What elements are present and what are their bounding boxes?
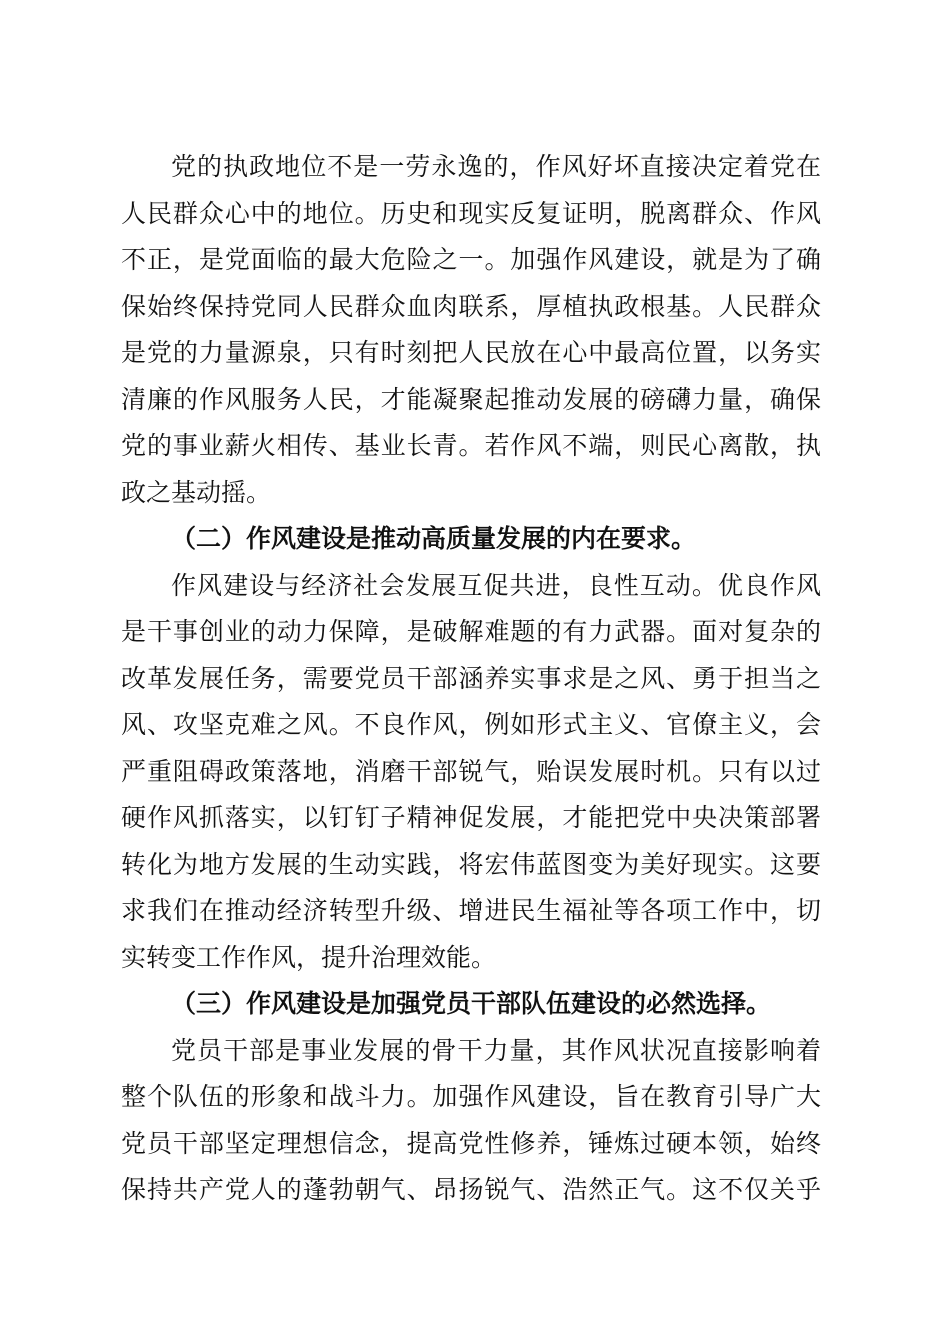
paragraph-line: 不正，是党面临的最大危险之一。加强作风建设，就是为了确	[121, 245, 821, 274]
paragraph-line: 是党的力量源泉，只有时刻把人民放在心中最高位置，以务实	[121, 338, 821, 367]
paragraph-line: 党的执政地位不是一劳永逸的，作风好坏直接决定着党在	[171, 152, 821, 181]
paragraph-line: 整个队伍的形象和战斗力。加强作风建设，旨在教育引导广大	[121, 1082, 821, 1111]
paragraph-line: 保始终保持党同人民群众血肉联系，厚植执政根基。人民群众	[121, 291, 821, 321]
section-heading	[121, 981, 821, 1028]
paragraph-line: 转化为地方发展的生动实践，将宏伟蓝图变为美好现实。这要	[121, 849, 821, 879]
paragraph-line: 风、攻坚克难之风。不良作风，例如形式主义、官僚主义，会	[121, 710, 821, 739]
body-paragraph	[121, 144, 821, 516]
paragraph-line: 作风建设与经济社会发展互促共进，良性互动。优良作风	[171, 570, 821, 600]
paragraph-line: 政之基动摇。	[121, 477, 272, 507]
body-paragraph	[121, 1028, 821, 1214]
heading-text: （二）作风建设是推动高质量发展的内在要求。	[171, 524, 697, 553]
document-body	[121, 144, 821, 1214]
paragraph-line: 保持共产党人的蓬勃朝气、昂扬锐气、浩然正气。这不仅关乎	[121, 1175, 821, 1204]
paragraph-line: 硬作风抓落实，以钉钉子精神促发展，才能把党中央决策部署	[121, 803, 821, 832]
paragraph-line: 改革发展任务，需要党员干部涵养实事求是之风、勇于担当之	[121, 663, 821, 693]
paragraph-line: 是干事创业的动力保障，是破解难题的有力武器。面对复杂的	[121, 617, 821, 646]
paragraph-line: 党员干部坚定理想信念，提高党性修养，锤炼过硬本领，始终	[121, 1128, 821, 1158]
section-heading	[121, 516, 821, 563]
paragraph-line: 人民群众心中的地位。历史和现实反复证明，脱离群众、作风	[121, 198, 821, 228]
paragraph-line: 求我们在推动经济转型升级、增进民生福祉等各项工作中，切	[121, 896, 821, 925]
paragraph-line: 党的事业薪火相传、基业长青。若作风不端，则民心离散，执	[121, 431, 821, 460]
paragraph-line: 严重阻碍政策落地，消磨干部锐气，贻误发展时机。只有以过	[121, 756, 821, 786]
paragraph-line: 实转变工作作风，提升治理效能。	[121, 942, 497, 972]
paragraph-line: 清廉的作风服务人民，才能凝聚起推动发展的磅礴力量，确保	[121, 384, 821, 414]
heading-text: （三）作风建设是加强党员干部队伍建设的必然选择。	[171, 989, 772, 1018]
paragraph-line: 党员干部是事业发展的骨干力量，其作风状况直接影响着	[171, 1035, 821, 1065]
body-paragraph	[121, 563, 821, 982]
